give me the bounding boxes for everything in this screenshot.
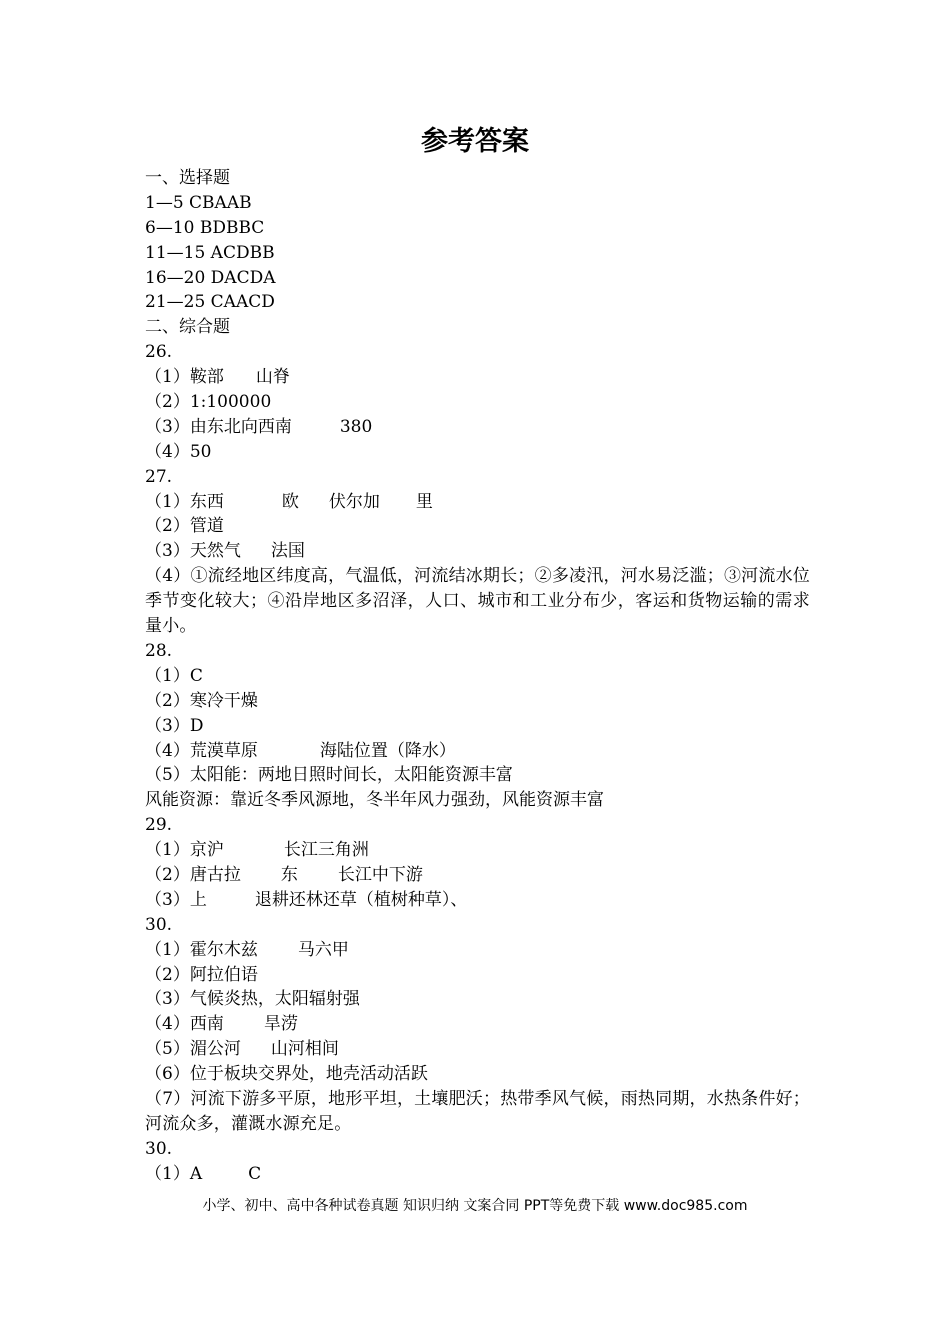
answer-line: （1）A C: [145, 1163, 262, 1184]
answer-line: （3）气候炎热，太阳辐射强: [145, 989, 360, 1010]
answer-line: （2）1:100000: [145, 392, 272, 413]
question-number: 29.: [145, 815, 173, 836]
answer-line: 风能资源：靠近冬季风源地，冬半年风力强劲，风能资源丰富: [145, 790, 604, 811]
answer-line: （5）湄公河 山河相间: [145, 1039, 339, 1060]
answer-line: （4）荒漠草原 海陆位置（降水）: [145, 740, 456, 761]
answer-line: （3）D: [145, 715, 204, 736]
choice-answer-row: 21—25 CAACD: [145, 292, 275, 313]
question-number: 30.: [145, 1138, 173, 1159]
question-number: 30.: [145, 914, 173, 935]
question-number: 28.: [145, 640, 173, 661]
answer-line: （1）霍尔木兹 马六甲: [145, 939, 349, 960]
choice-answer-row: 16—20 DACDA: [145, 267, 276, 288]
answer-line: （5）太阳能：两地日照时间长，太阳能资源丰富: [145, 765, 513, 786]
section-heading-comprehensive: 二、综合题: [145, 317, 230, 338]
answer-line: （3）由东北向西南 380: [145, 416, 373, 437]
answer-paragraph: （7）河流下游多平原，地形平坦，土壤肥沃；热带季风气候，雨热同期，水热条件好；河流众多，灌溉水源充足。: [145, 1089, 810, 1134]
page-title: 参考答案: [421, 126, 529, 157]
answer-line: （4）50: [145, 441, 212, 462]
answer-line: （2）寒冷干燥: [145, 690, 258, 711]
answer-line: （3）天然气 法国: [145, 541, 305, 562]
question-number: 26.: [145, 342, 173, 363]
answer-line: （1）东西 欧 伏尔加 里: [145, 491, 433, 512]
choice-answer-row: 6—10 BDBBC: [145, 217, 265, 238]
choice-answer-row: 11—15 ACDBB: [145, 242, 275, 263]
section-heading-choice: 一、选择题: [145, 168, 230, 188]
answer-line: （4）西南 旱涝: [145, 1014, 298, 1035]
answer-line: （6）位于板块交界处，地壳活动活跃: [145, 1064, 428, 1085]
question-number: 27.: [145, 466, 173, 487]
answer-line: （2）阿拉伯语: [145, 964, 258, 985]
choice-answer-row: 1—5 CBAAB: [145, 192, 252, 213]
answer-line: （2）唐古拉 东 长江中下游: [145, 864, 423, 885]
answer-line: （2）管道: [145, 516, 224, 537]
answer-line: （3）上 退耕还林还草（植树种草）、: [145, 889, 468, 910]
footer-banner: 小学、初中、高中各种试卷真题 知识归纳 文案合同 PPT等免费下载 www.doc985.com: [202, 1198, 748, 1214]
answer-paragraph: （4）①流经地区纬度高，气温低，河流结冰期长；②多凌汛，河水易泛滥；③河流水位季节变化较大；④沿岸地区多沼泽，人口、城市和工业分布少，客运和货物运输的需求量小。: [145, 566, 810, 637]
answer-body: [145, 166, 810, 1187]
answer-line: （1）C: [145, 665, 203, 686]
answer-line: （1）京沪 长江三角洲: [145, 840, 369, 861]
answer-line: （1）鞍部 山脊: [145, 367, 290, 388]
